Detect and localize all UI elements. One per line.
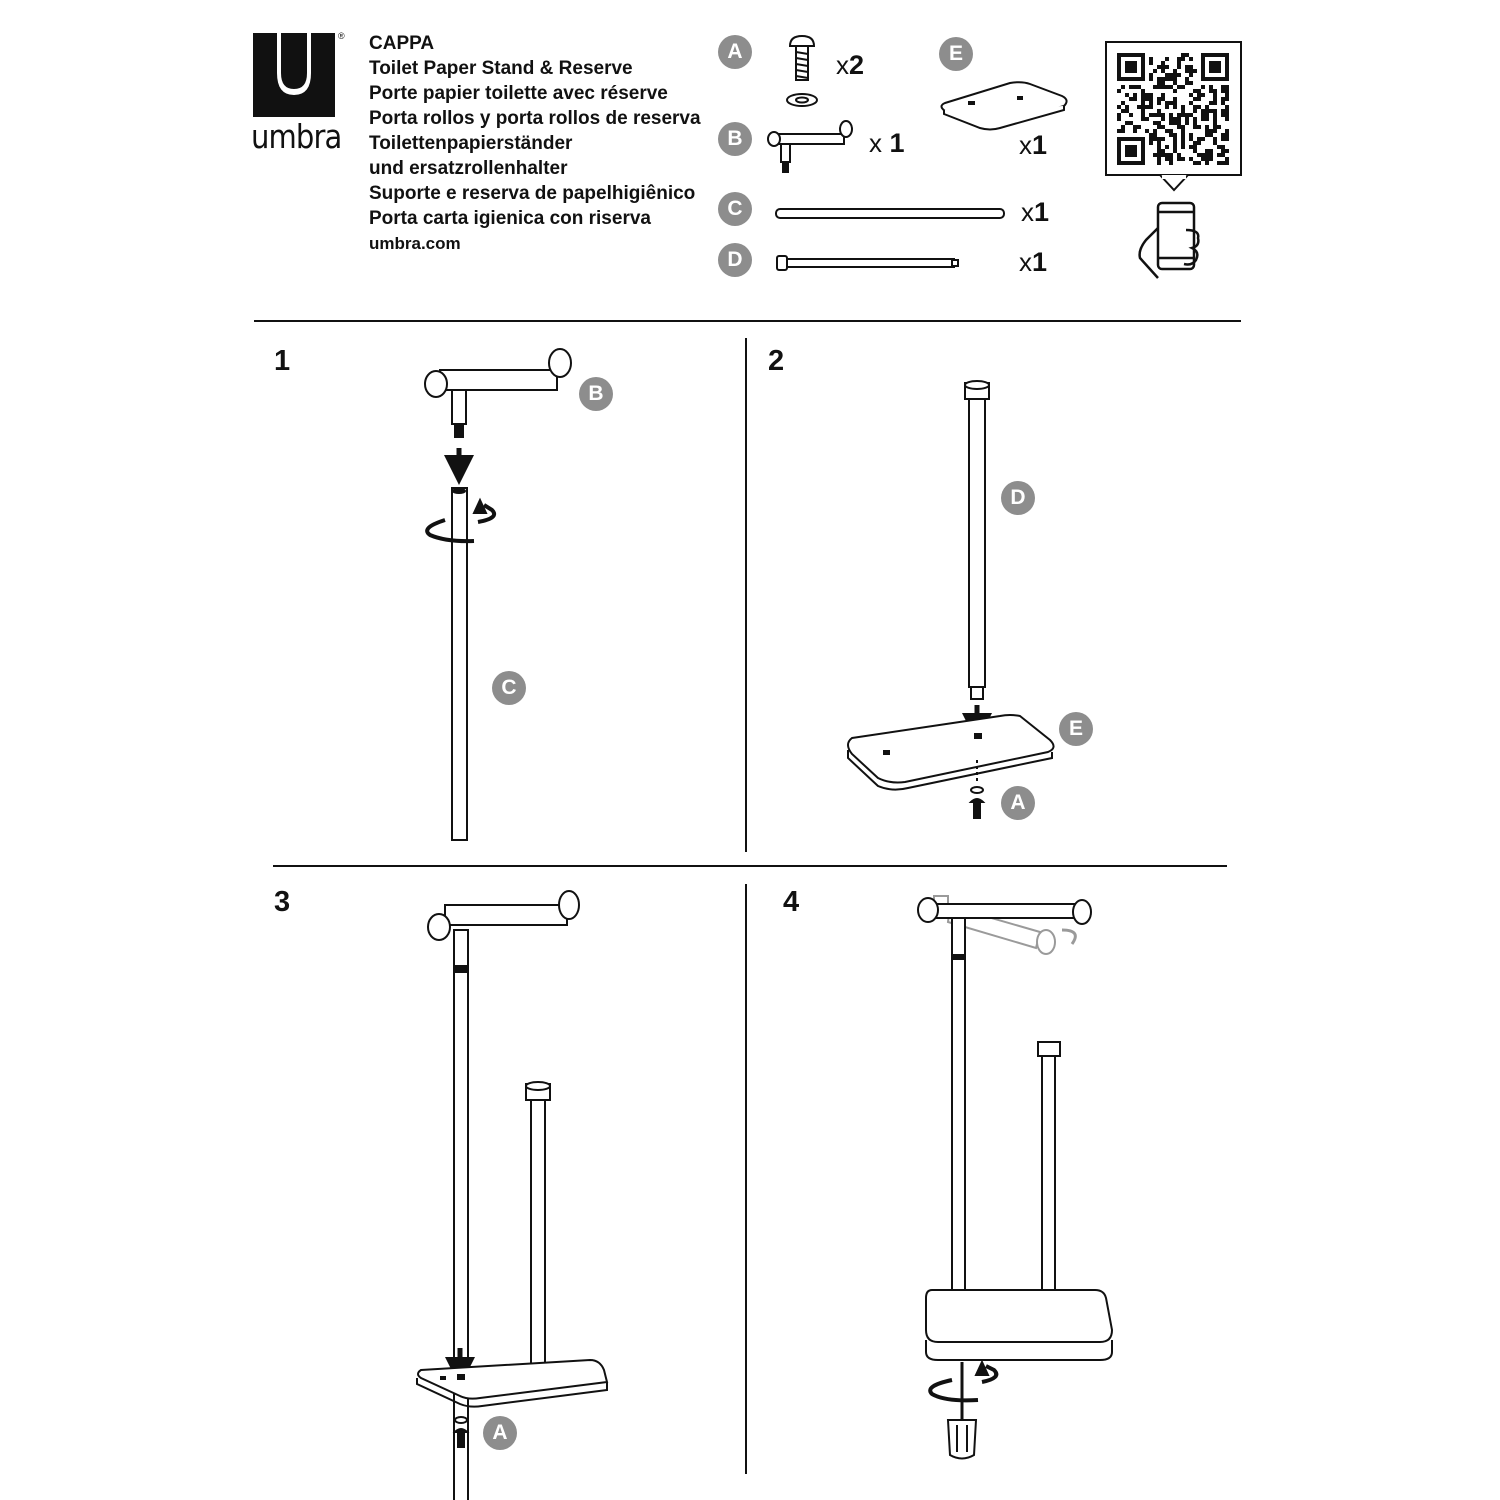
step-2-callout-a: A <box>1001 786 1035 820</box>
part-d-pole-illustration <box>777 256 958 270</box>
step-number-3: 3 <box>274 886 291 918</box>
title-line-de-1: Toilettenpapierständer <box>369 133 573 154</box>
part-b-arm-illustration <box>768 121 852 172</box>
step-number-4: 4 <box>783 886 800 918</box>
product-name: CAPPA <box>369 33 435 54</box>
part-label-a: A <box>718 35 752 69</box>
title-line-it: Porta carta igienica con riserva <box>369 208 651 229</box>
title-line-pt: Suporte e reserva de papelhigiênico <box>369 183 696 204</box>
title-line-de-2: und ersatzrollenhalter <box>369 158 568 179</box>
step-3-illustration <box>417 891 607 1500</box>
title-line-fr: Porte papier toilette avec réserve <box>369 83 668 104</box>
part-label-d: D <box>718 243 752 277</box>
title-line-es: Porta rollos y porta rollos de reserva <box>369 108 701 129</box>
part-qty-c: x1 <box>1021 197 1050 227</box>
part-a-screw-illustration <box>787 36 817 106</box>
part-label-e: E <box>939 37 973 71</box>
part-label-c: C <box>718 192 752 226</box>
part-qty-e: x1 <box>1019 130 1048 160</box>
website-link[interactable]: umbra.com <box>369 234 461 253</box>
part-qty-a: x2 <box>836 50 865 80</box>
title-line-en: Toilet Paper Stand & Reserve <box>369 58 633 79</box>
step-3-callout-a: A <box>483 1416 517 1450</box>
part-qty-b: x 1 <box>869 128 905 158</box>
step-number-1: 1 <box>274 345 291 377</box>
step-1-callout-b: B <box>579 377 613 411</box>
part-c-pole-illustration <box>776 209 1004 218</box>
step-2-callout-d: D <box>1001 481 1035 515</box>
step-2-illustration <box>848 381 1054 818</box>
phone-in-hand-icon <box>1140 203 1199 278</box>
step-number-2: 2 <box>768 345 785 377</box>
part-label-b: B <box>718 122 752 156</box>
step-1-illustration <box>425 349 571 840</box>
part-e-base-illustration <box>942 82 1067 129</box>
step-4-illustration <box>918 896 1112 1459</box>
qr-callout-tail <box>1160 175 1188 190</box>
registered-mark: ® <box>338 31 345 41</box>
step-2-callout-e: E <box>1059 712 1093 746</box>
umbra-wordmark: umbra <box>251 117 342 156</box>
part-qty-d: x1 <box>1019 247 1048 277</box>
step-1-callout-c: C <box>492 671 526 705</box>
